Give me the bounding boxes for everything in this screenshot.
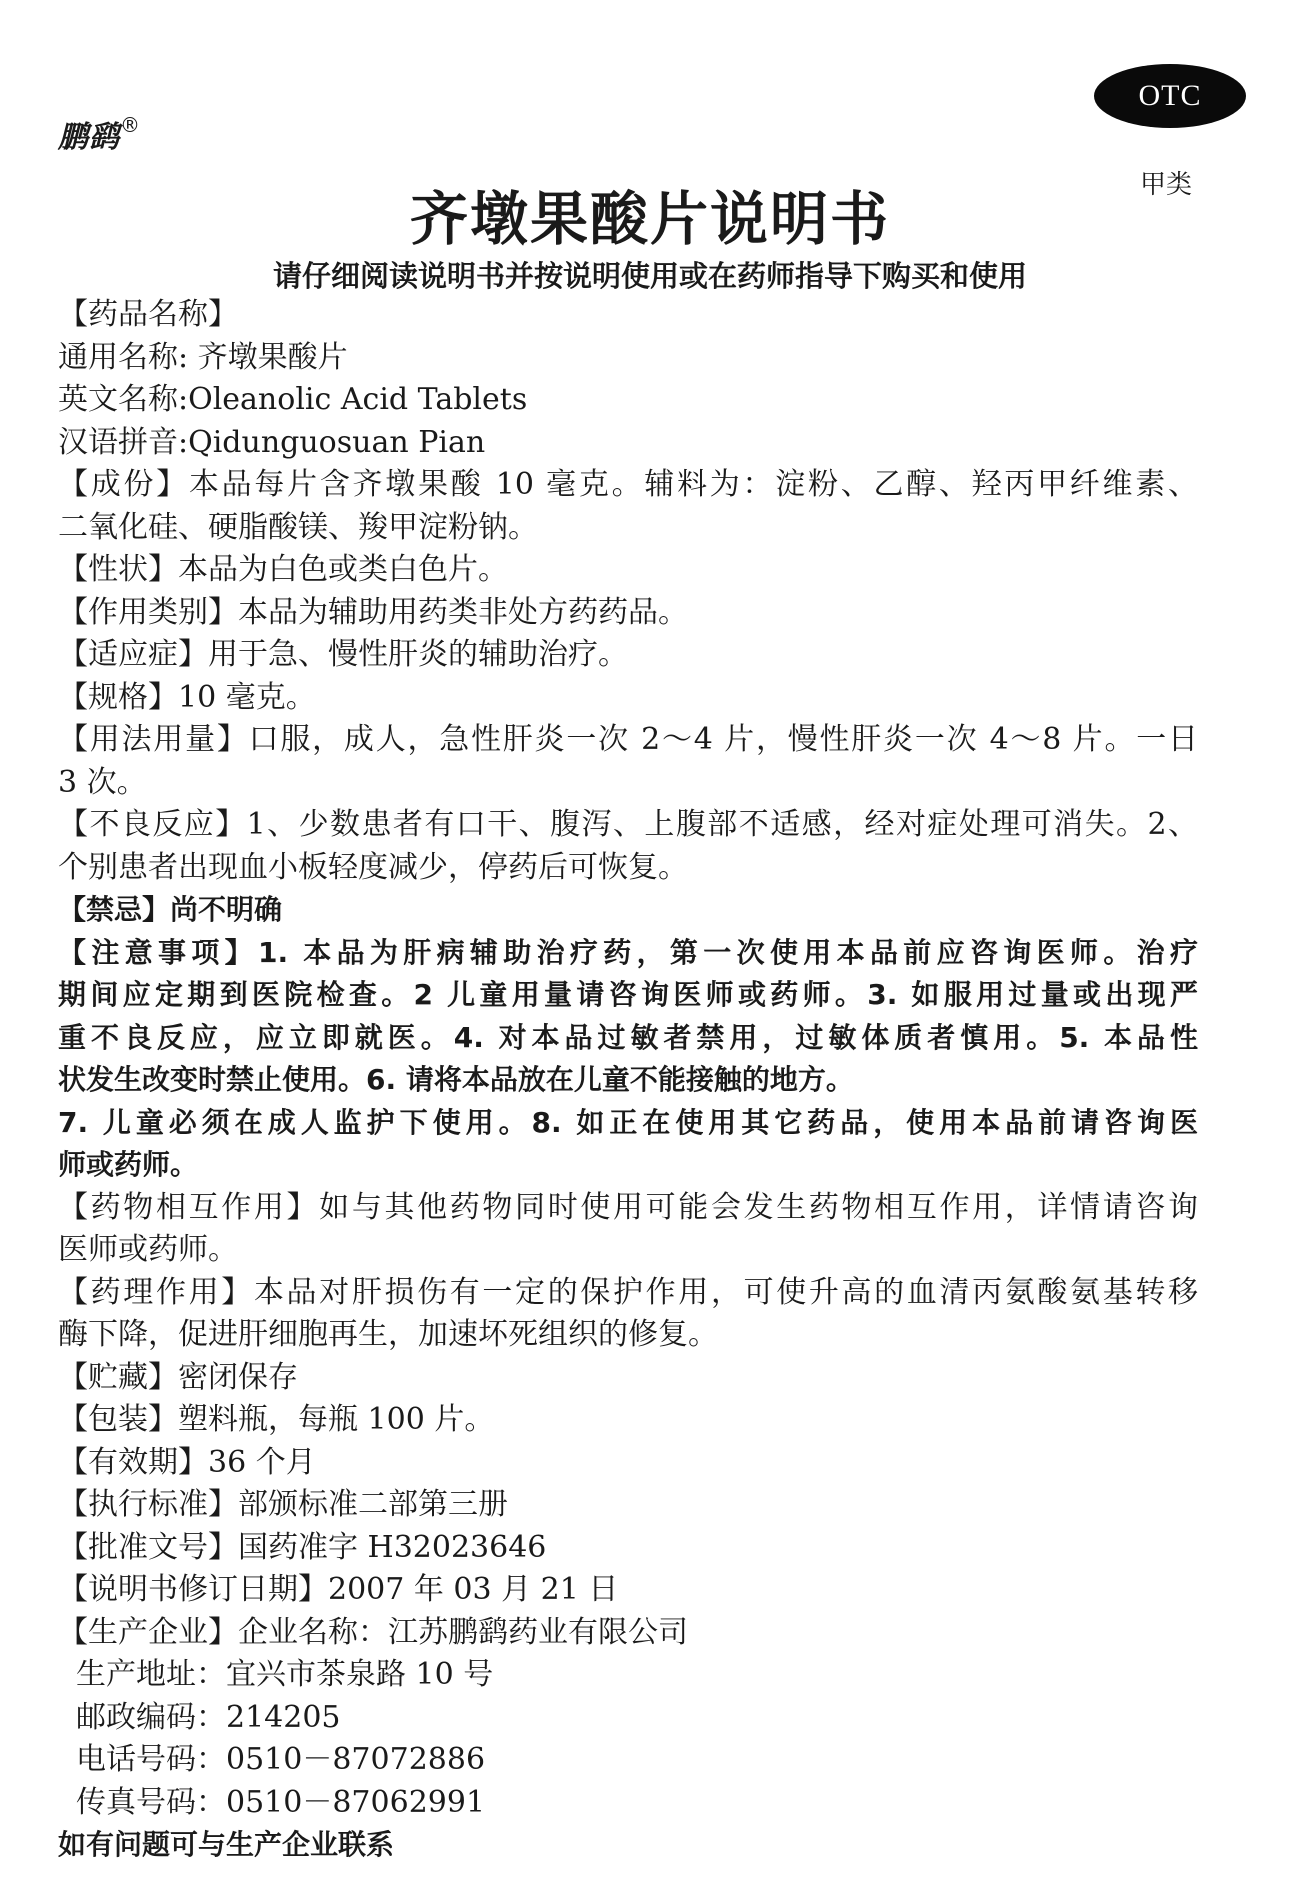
adverse-reactions-line: 【不良反应】1、少数患者有口干、腹泻、上腹部不适感，经对症处理可消失。2、: [58, 807, 1198, 842]
manufacturer-phone: 电话号码：0510－87072886: [76, 1742, 486, 1777]
pinyin-name: 汉语拼音:Qidunguosuan Pian: [58, 424, 486, 460]
contraindications-line: 【禁忌】尚不明确: [58, 893, 283, 926]
composition-line: 【成份】本品每片含齐墩果酸 10 毫克。辅料为：淀粉、乙醇、羟丙甲纤维素、: [58, 467, 1198, 502]
pharmacology-line: 【药理作用】本品对肝损伤有一定的保护作用，可使升高的血清丙氨酸氨基转移: [58, 1274, 1198, 1310]
document-subtitle: 请仔细阅读说明书并按说明使用或在药师指导下购买和使用: [272, 259, 1027, 293]
contact-note: 如有问题可与生产企业联系: [58, 1828, 395, 1861]
precautions-line: 重不良反应，应立即就医。4. 对本品过敏者禁用，过敏体质者慎用。5. 本品性: [58, 1020, 1198, 1054]
storage-line: 【贮藏】密闭保存: [58, 1359, 298, 1395]
brand-name: 鹏鹞: [58, 120, 120, 155]
adverse-reactions-line: 个别患者出现血小板轻度减少，停药后可恢复。: [58, 849, 688, 885]
strength-line: 【规格】10 毫克。: [58, 679, 316, 715]
shelf-life-line: 【有效期】36 个月: [58, 1444, 316, 1480]
approval-number-line: 【批准文号】国药准字 H32023646: [58, 1529, 547, 1565]
description-line: 【性状】本品为白色或类白色片。: [58, 552, 508, 587]
precautions-line: 7. 儿童必须在成人监护下使用。8. 如正在使用其它药品，使用本品前请咨询医: [58, 1105, 1198, 1139]
english-name: 英文名称:Oleanolic Acid Tablets: [58, 382, 528, 417]
interactions-line: 【药物相互作用】如与其他药物同时使用可能会发生药物相互作用，详情请咨询: [58, 1189, 1198, 1225]
composition-line: 二氧化硅、硬脂酸镁、羧甲淀粉钠。: [58, 509, 538, 545]
category-line: 【作用类别】本品为辅助用药类非处方药药品。: [58, 594, 688, 630]
dosage-line: 【用法用量】口服，成人，急性肝炎一次 2～4 片，慢性肝炎一次 4～8 片。一日: [58, 722, 1198, 757]
precautions-line: 师或药师。: [58, 1148, 199, 1181]
precautions-line: 【注意事项】1. 本品为肝病辅助治疗药，第一次使用本品前应咨询医师。治疗: [58, 935, 1198, 969]
manufacturer-address: 生产地址：宜兴市茶泉路 10 号: [76, 1657, 494, 1692]
standard-line: 【执行标准】部颁标准二部第三册: [58, 1487, 508, 1522]
pharmacology-line: 酶下降，促进肝细胞再生，加速坏死组织的修复。: [58, 1317, 718, 1352]
section-drug-name-heading: 【药品名称】: [58, 297, 238, 332]
manufacturer-postcode: 邮政编码：214205: [76, 1699, 341, 1735]
generic-name: 通用名称: 齐墩果酸片: [58, 339, 348, 375]
precautions-line: 状发生改变时禁止使用。6. 请将本品放在儿童不能接触的地方。: [58, 1063, 854, 1096]
instructions-body: [58, 294, 1198, 1867]
otc-class-label: 甲类: [1140, 170, 1193, 200]
packaging-line: 【包装】塑料瓶，每瓶 100 片。: [58, 1402, 495, 1437]
otc-badge: OTC: [1094, 64, 1246, 128]
interactions-line: 医师或药师。: [58, 1232, 238, 1267]
precautions-line: 期间应定期到医院检查。2 儿童用量请咨询医师或药师。3. 如服用过量或出现严: [58, 978, 1198, 1011]
dosage-line: 3 次。: [58, 764, 147, 800]
document-title: 齐墩果酸片说明书: [409, 185, 890, 253]
revision-date-line: 【说明书修订日期】2007 年 03 月 21 日: [58, 1572, 619, 1607]
registered-mark: ®: [120, 113, 141, 137]
indications-line: 【适应症】用于急、慢性肝炎的辅助治疗。: [58, 637, 628, 672]
brand-logo: [58, 112, 141, 156]
manufacturer-line: 【生产企业】企业名称：江苏鹏鹞药业有限公司: [58, 1614, 688, 1650]
manufacturer-fax: 传真号码：0510－87062991: [76, 1784, 486, 1820]
